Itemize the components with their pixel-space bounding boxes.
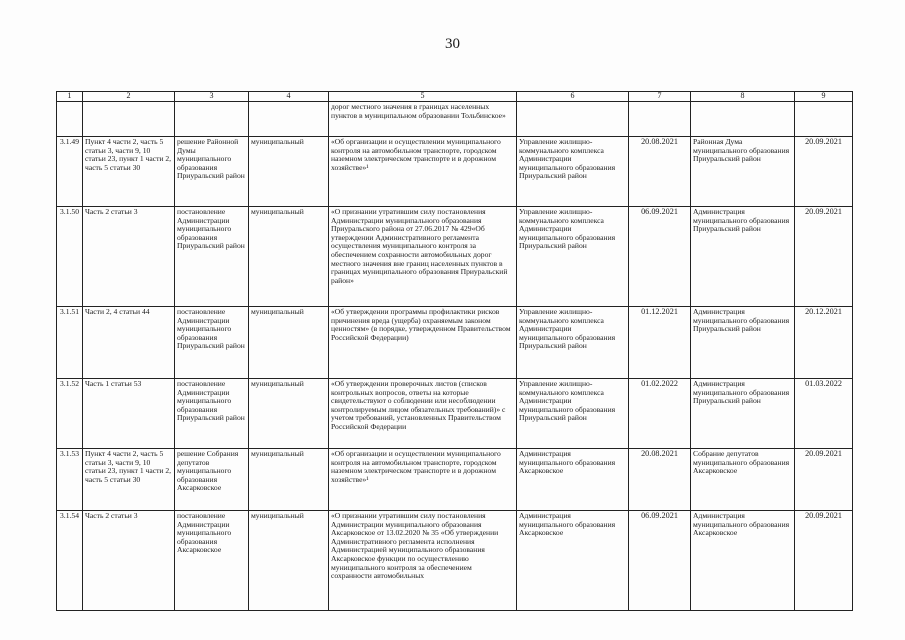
date-prepare: 06.09.2021 — [629, 511, 691, 611]
approver: Районная Дума муниципального образования Приуральский район — [691, 137, 795, 207]
row-number — [57, 102, 83, 137]
col-header: 6 — [517, 92, 629, 102]
row-number: 3.1.53 — [57, 449, 83, 511]
page-number: 30 — [445, 36, 460, 52]
document-type: постановление Администрации муниципального образования Приуральский район — [175, 207, 249, 307]
level: муниципальный — [249, 449, 329, 511]
table-row — [57, 511, 853, 611]
date-approve: 20.09.2021 — [795, 137, 853, 207]
legal-basis: Пункт 4 части 2, часть 5 статьи 3, части 9, 10 статьи 23, пункт 1 части 2, часть 5 статьи 30 — [83, 137, 175, 207]
legal-basis: Части 2, 4 статьи 44 — [83, 307, 175, 379]
col-header: 8 — [691, 92, 795, 102]
document-type: постановление Администрации муниципального образования Аксарковское — [175, 511, 249, 611]
registry-table — [56, 91, 853, 611]
approver — [691, 102, 795, 137]
legal-basis: Часть 2 статьи 3 — [83, 511, 175, 611]
col-header: 7 — [629, 92, 691, 102]
date-approve: 20.09.2021 — [795, 449, 853, 511]
row-number: 3.1.50 — [57, 207, 83, 307]
document-type: постановление Администрации муниципального образования Приуральский район — [175, 379, 249, 449]
level: муниципальный — [249, 207, 329, 307]
table-row — [57, 307, 853, 379]
date-approve: 20.12.2021 — [795, 307, 853, 379]
executor: Администрация муниципального образования Аксарковское — [517, 511, 629, 611]
col-header: 2 — [83, 92, 175, 102]
level: муниципальный — [249, 137, 329, 207]
level: муниципальный — [249, 307, 329, 379]
col-header: 5 — [329, 92, 517, 102]
level: муниципальный — [249, 379, 329, 449]
date-prepare: 20.08.2021 — [629, 449, 691, 511]
legal-basis: Пункт 4 части 2, часть 5 статьи 3, части 9, 10 статьи 23, пункт 1 части 2, часть 5 статьи 30 — [83, 449, 175, 511]
table-row — [57, 137, 853, 207]
approver: Администрация муниципального образования Аксарковское — [691, 511, 795, 611]
col-header: 1 — [57, 92, 83, 102]
date-prepare: 01.02.2022 — [629, 379, 691, 449]
document-title: «О признании утратившим силу постановления Администрации муниципального образования Аксарковское от 13.02.2020 № 35 «Об утверждении Административного регламента исполнения Администрацией муниципального образования Аксарковское функции по осуществлению муниципального контроля за обеспечением сохранности автомобильных — [329, 511, 517, 611]
legal-basis — [83, 102, 175, 137]
table-row — [57, 102, 853, 137]
executor: Управление жилищно-коммунального комплекса Администрации муниципального образования Приуральский район — [517, 307, 629, 379]
date-approve — [795, 102, 853, 137]
date-approve: 01.03.2022 — [795, 379, 853, 449]
executor: Управление жилищно-коммунального комплекса Администрации муниципального образования Приуральский район — [517, 379, 629, 449]
document-type — [175, 102, 249, 137]
approver: Администрация муниципального образования Приуральский район — [691, 207, 795, 307]
document-type: постановление Администрации муниципального образования Приуральский район — [175, 307, 249, 379]
executor: Управление жилищно-коммунального комплекса Администрации муниципального образования Приуральский район — [517, 137, 629, 207]
date-prepare — [629, 102, 691, 137]
col-header: 4 — [249, 92, 329, 102]
document-title: дорог местного значения в границах населенных пунктов в муниципальном образовании Тольбинское» — [329, 102, 517, 137]
table-row — [57, 449, 853, 511]
date-approve: 20.09.2021 — [795, 511, 853, 611]
table-row — [57, 207, 853, 307]
document-title: «Об утверждении проверочных листов (списков контрольных вопросов, ответы на которые свидетельствуют о соблюдении или несоблюдении контролируемым лицом обязательных требований)» с учетом требований, установленных Правительством Российской Федерации — [329, 379, 517, 449]
date-prepare: 06.09.2021 — [629, 207, 691, 307]
row-number: 3.1.52 — [57, 379, 83, 449]
approver: Администрация муниципального образования Приуральский район — [691, 307, 795, 379]
legal-basis: Часть 2 статьи 3 — [83, 207, 175, 307]
document-title: «Об организации и осуществлении муниципального контроля на автомобильном транспорте, городском наземном электрическом транспорте и в дорожном хозяйстве»¹ — [329, 137, 517, 207]
date-prepare: 01.12.2021 — [629, 307, 691, 379]
executor — [517, 102, 629, 137]
row-number: 3.1.54 — [57, 511, 83, 611]
document-title: «О признании утратившим силу постановления Администрации муниципального образования Приуральского района от 27.06.2017 № 429«Об утверждении Административного регламента осуществления муниципального контроля за обеспечением сохранности автомобильных дорог местного значения вне границ населенных пунктов в границах муниципального образования Приуральский район» — [329, 207, 517, 307]
col-header: 3 — [175, 92, 249, 102]
date-approve: 20.09.2021 — [795, 207, 853, 307]
executor: Управление жилищно-коммунального комплекса Администрации муниципального образования Приуральский район — [517, 207, 629, 307]
level: муниципальный — [249, 511, 329, 611]
document-title: «Об организации и осуществлении муниципального контроля на автомобильном транспорте, городском наземном электрическом транспорте и в дорожном хозяйстве»¹ — [329, 449, 517, 511]
approver: Администрация муниципального образования Приуральский район — [691, 379, 795, 449]
table-row — [57, 379, 853, 449]
header-row — [57, 92, 853, 102]
row-number: 3.1.51 — [57, 307, 83, 379]
date-prepare: 20.08.2021 — [629, 137, 691, 207]
document-type: решение Собрания депутатов муниципального образования Аксарковское — [175, 449, 249, 511]
document-title: «Об утверждении программы профилактики рисков причинения вреда (ущерба) охраняемым законом ценностям» (в порядке, утвержденном Правительством Российской Федерации) — [329, 307, 517, 379]
legal-basis: Часть 1 статьи 53 — [83, 379, 175, 449]
executor: Администрация муниципального образования Аксарковское — [517, 449, 629, 511]
approver: Собрание депутатов муниципального образования Аксарковское — [691, 449, 795, 511]
col-header: 9 — [795, 92, 853, 102]
level — [249, 102, 329, 137]
document-type: решение Районной Думы муниципального образования Приуральский район — [175, 137, 249, 207]
row-number: 3.1.49 — [57, 137, 83, 207]
